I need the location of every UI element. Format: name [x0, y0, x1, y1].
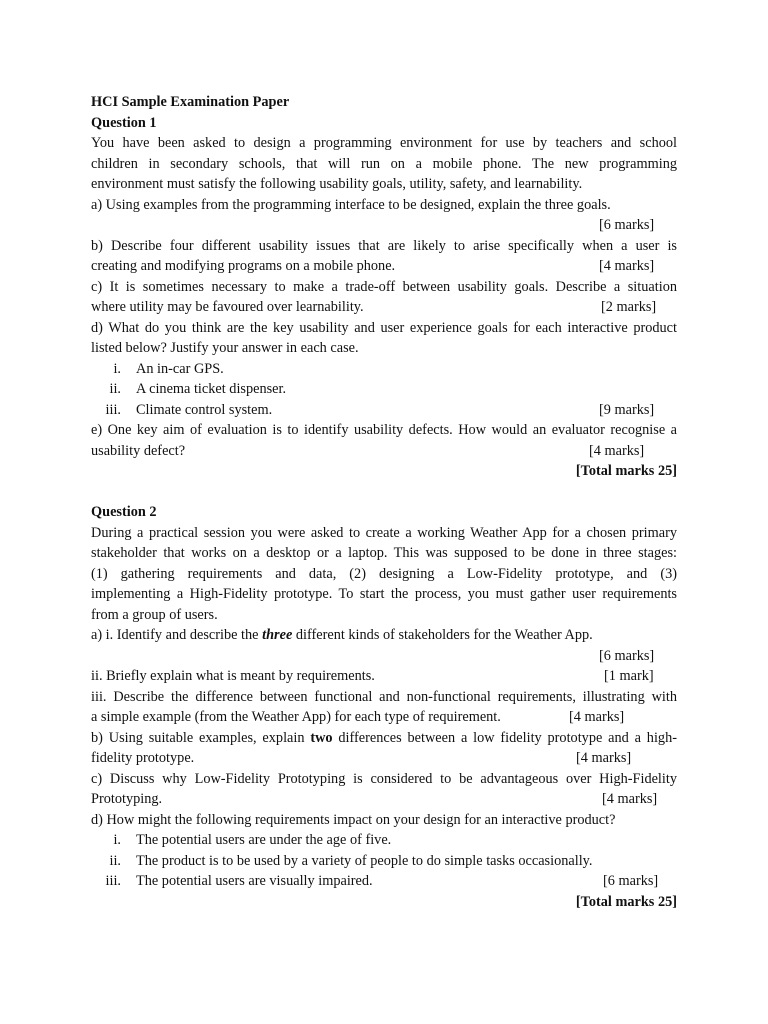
list-numeral: ii.	[109, 381, 121, 397]
q1-part-d-text-cont: listed below? Justify your answer in each case.	[91, 340, 359, 356]
q2-d-list-item	[91, 830, 677, 851]
marks-label: [9 marks]	[599, 401, 655, 418]
q2-a-i-emphasis: three	[262, 627, 293, 643]
q1-part-e-text-cont: usability defect?	[91, 442, 186, 459]
question-2-intro-line: (1) gathering requirements and data, (2) designing a Low-Fidelity prototype, and (3)	[91, 565, 677, 582]
list-item-text: The potential users are under the age of five.	[136, 832, 392, 848]
document-title: HCI Sample Examination Paper	[91, 94, 290, 110]
q2-part-c-text: c) Discuss why Low-Fidelity Prototyping is considered to be advantageous over High-Fidelity	[91, 770, 677, 787]
marks-label: [6 marks]	[599, 647, 655, 664]
question-1-heading: Question 1	[91, 114, 157, 131]
q2-part-a-i-marks-line	[91, 646, 677, 667]
q1-part-b-text: b) Describe four different usability issues that are likely to arise specifically when a user is	[91, 237, 677, 254]
q1-part-b-text	[91, 256, 677, 277]
question-1-intro-line: children in secondary schools, that will run on a mobile phone. The new programming	[91, 155, 677, 172]
question-1-intro-line: You have been asked to design a programming environment for use by teachers and school	[91, 135, 677, 151]
q2-b-emphasis: two	[310, 729, 333, 746]
q2-part-b-text	[91, 728, 677, 749]
q2-d-list-item	[91, 871, 677, 892]
question-2-intro-line: implementing a High-Fidelity prototype. To start the process, you must gather user requirements	[91, 586, 677, 602]
q2-part-a-iii-text	[91, 707, 677, 728]
q2-a-i-post: different kinds of stakeholders for the Weather App.	[292, 627, 593, 643]
q2-d-list-item	[91, 851, 677, 872]
q1-part-c-text: c) It is sometimes necessary to make a trade-off between usability goals. Describe a situation	[91, 278, 677, 295]
q2-a-i-pre: a) i. Identify and describe the	[91, 627, 263, 643]
question-2-intro-line: During a practical session you were asked to create a working Weather App for a chosen primary	[91, 524, 677, 541]
q1-d-list-item	[91, 400, 677, 421]
exam-document	[91, 92, 677, 912]
q1-part-a-marks-line	[91, 215, 677, 236]
q1-total-line	[91, 461, 677, 482]
q2-b-post: differences between a low fidelity prototype and a high-	[332, 729, 677, 746]
marks-label: [4 marks]	[589, 442, 645, 459]
q1-part-d-text: d) What do you think are the key usability and user experience goals for each interactive product	[91, 319, 677, 336]
q2-part-d-text: d) How might the following requirements impact on your design for an interactive product?	[91, 811, 616, 828]
total-marks-label: [Total marks 25]	[575, 463, 677, 479]
q1-part-b-text-cont: creating and modifying programs on a mobile phone.	[91, 258, 396, 274]
section-gap	[91, 482, 677, 503]
q1-part-a-text: a) Using examples from the programming interface to be designed, explain the three goals.	[91, 196, 611, 213]
q2-b-pre: b) Using suitable examples, explain	[91, 729, 311, 746]
question-2-heading: Question 2	[91, 504, 157, 520]
list-numeral: i.	[113, 832, 121, 848]
list-numeral: iii.	[105, 401, 121, 418]
total-marks-label: [Total marks 25]	[575, 893, 677, 910]
list-item-text: The product is to be used by a variety of people to do simple tasks occasionally.	[136, 852, 593, 869]
q2-part-a-i-text	[91, 625, 677, 646]
q2-part-c-text	[91, 789, 677, 810]
marks-label: [4 marks]	[569, 709, 625, 725]
q2-a-iii-text-cont: a simple example (from the Weather App) for each type of requirement.	[91, 709, 501, 725]
q2-part-b-text	[91, 748, 677, 769]
list-item-text: A cinema ticket dispenser.	[136, 381, 287, 397]
q2-c-text-cont: Prototyping.	[91, 791, 163, 807]
list-item-text: An in-car GPS.	[136, 360, 224, 377]
q2-a-ii-text: ii. Briefly explain what is meant by requirements.	[91, 668, 375, 684]
marks-label: [6 marks]	[599, 217, 655, 233]
marks-label: [4 marks]	[576, 750, 632, 766]
q1-part-c-text-cont: where utility may be favoured over learnability.	[91, 299, 364, 315]
list-numeral: i.	[113, 360, 121, 377]
q2-part-a-iii-text: iii. Describe the difference between functional and non-functional requirements, illustrating with	[91, 688, 677, 705]
q1-part-c-text	[91, 297, 677, 318]
marks-label: [2 marks]	[601, 299, 657, 315]
q2-total-line	[91, 892, 677, 913]
q1-part-e-text: e) One key aim of evaluation is to identify usability defects. How would an evaluator recognise a	[91, 422, 677, 438]
q1-d-list-item	[91, 359, 677, 380]
q2-part-a-ii-text	[91, 666, 677, 687]
marks-label: [4 marks]	[602, 791, 658, 807]
list-numeral: ii.	[109, 852, 121, 869]
q2-b-text-cont: fidelity prototype.	[91, 750, 195, 766]
marks-label: [1 mark]	[604, 668, 654, 684]
list-numeral: iii.	[105, 873, 121, 889]
marks-label: [6 marks]	[603, 873, 659, 889]
question-2-intro-line: from a group of users.	[91, 606, 218, 623]
marks-label: [4 marks]	[599, 258, 655, 274]
list-item-text: The potential users are visually impaired.	[136, 873, 373, 889]
question-1-intro-line: environment must satisfy the following usability goals, utility, safety, and learnability.	[91, 176, 583, 192]
q1-d-list-item	[91, 379, 677, 400]
question-2-intro-line: stakeholder that works on a desktop or a laptop. This was supposed to be done in three stages:	[91, 545, 677, 561]
list-item-text: Climate control system.	[136, 401, 273, 418]
q1-part-e-text	[91, 441, 677, 462]
